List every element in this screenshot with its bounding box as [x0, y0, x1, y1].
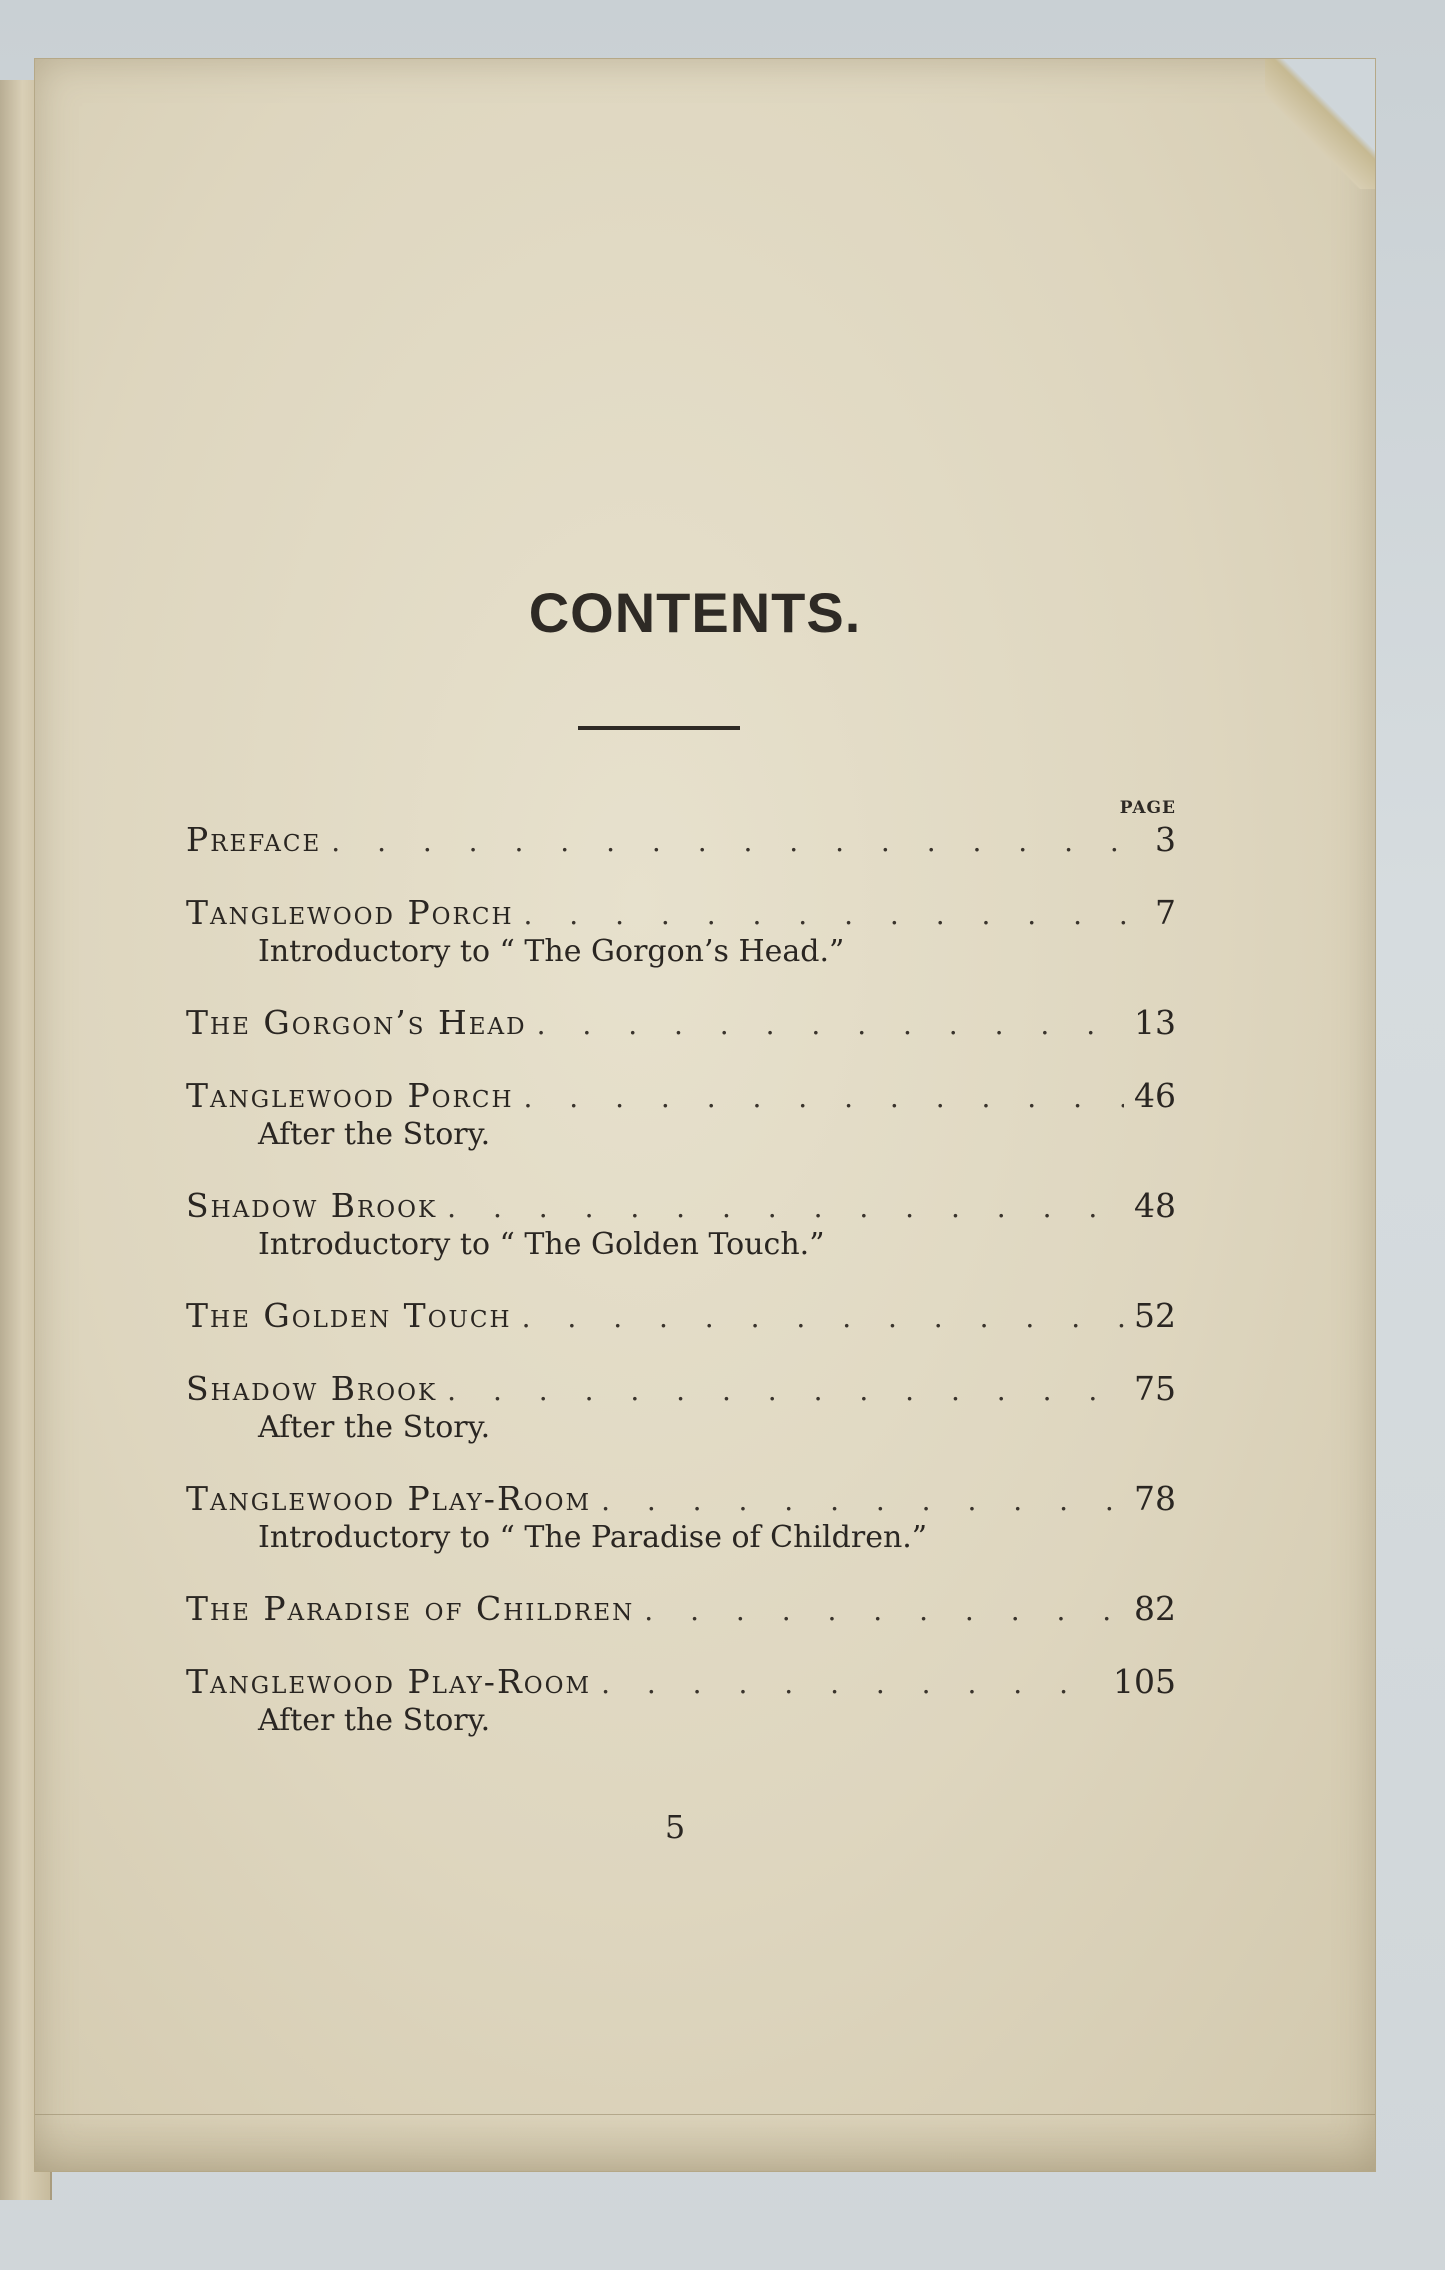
dot-leader [447, 1374, 1124, 1407]
toc-row [186, 1479, 1176, 1518]
toc-entry [186, 1186, 1176, 1262]
toc-row [186, 893, 1176, 932]
dot-leader [331, 825, 1126, 858]
toc-title: The Paradise of Children [186, 1589, 635, 1628]
toc-row [186, 1589, 1176, 1628]
toc-row [186, 1662, 1176, 1701]
toc-page-number: 46 [1134, 1076, 1176, 1115]
toc-row [186, 1076, 1176, 1115]
page-number-folio: 5 [664, 1808, 686, 1846]
toc-entry [186, 820, 1176, 859]
dot-leader [601, 1484, 1124, 1517]
toc-subtitle: After the Story. [258, 1703, 491, 1738]
toc-entry [186, 1076, 1176, 1152]
toc-subtitle: Introductory to “ The Gorgon’s Head.” [258, 934, 845, 969]
toc-page-number: 7 [1155, 893, 1176, 932]
toc-title: Tanglewood Play-Room [186, 1662, 592, 1701]
toc-row [186, 1003, 1176, 1042]
dot-leader [522, 1301, 1124, 1334]
table-of-contents [186, 820, 1176, 1772]
toc-entry [186, 1589, 1176, 1628]
toc-subtitle: Introductory to “ The Golden Touch.” [258, 1227, 825, 1262]
dot-leader [644, 1594, 1124, 1627]
toc-title: Shadow Brook [186, 1186, 438, 1225]
toc-page-number: 82 [1134, 1589, 1176, 1628]
toc-page-number: 75 [1134, 1369, 1176, 1408]
toc-title: Tanglewood Porch [186, 893, 514, 932]
toc-row [186, 820, 1176, 859]
toc-title: The Gorgon’s Head [186, 1003, 527, 1042]
toc-page-number: 105 [1113, 1662, 1176, 1701]
toc-title: Tanglewood Play-Room [186, 1479, 592, 1518]
toc-title: Shadow Brook [186, 1369, 438, 1408]
toc-page-number: 48 [1134, 1186, 1176, 1225]
dot-leader [447, 1191, 1124, 1224]
toc-row [186, 1186, 1176, 1225]
toc-page-number: 3 [1155, 820, 1176, 859]
dot-leader [537, 1008, 1124, 1041]
toc-title: The Golden Touch [186, 1296, 512, 1335]
toc-entry [186, 1479, 1176, 1555]
dot-leader [524, 1081, 1125, 1114]
toc-title: Preface [186, 820, 322, 859]
dot-leader [524, 898, 1127, 931]
toc-page-number: 78 [1134, 1479, 1176, 1518]
page-title: CONTENTS. [528, 581, 862, 644]
dot-leader [601, 1667, 1103, 1700]
toc-entry [186, 893, 1176, 969]
toc-page-number: 13 [1134, 1003, 1176, 1042]
toc-entry [186, 1369, 1176, 1445]
toc-subtitle: Introductory to “ The Paradise of Children.” [258, 1520, 928, 1555]
toc-subtitle: After the Story. [258, 1117, 491, 1152]
toc-entry [186, 1296, 1176, 1335]
toc-row [186, 1369, 1176, 1408]
toc-page-number: 52 [1134, 1296, 1176, 1335]
toc-title: Tanglewood Porch [186, 1076, 514, 1115]
title-rule [578, 726, 740, 730]
toc-entry [186, 1662, 1176, 1738]
toc-entry [186, 1003, 1176, 1042]
toc-subtitle: After the Story. [258, 1410, 491, 1445]
page-column-label: PAGE [1119, 798, 1176, 818]
toc-row [186, 1296, 1176, 1335]
